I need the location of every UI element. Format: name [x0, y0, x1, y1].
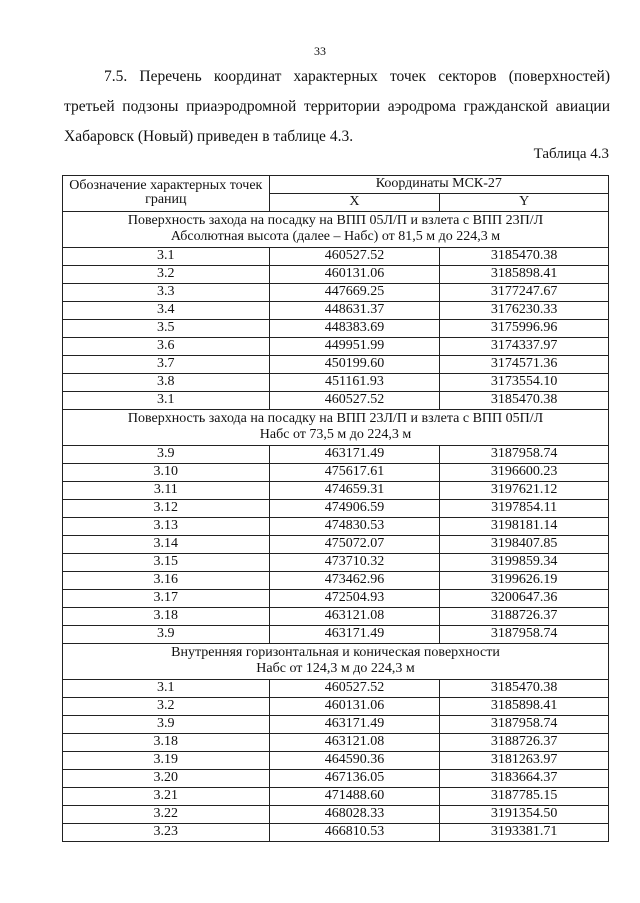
y-coordinate-cell: 3175996.96: [440, 320, 609, 338]
y-coordinate-cell: 3188726.37: [440, 608, 609, 626]
point-id-cell: 3.2: [63, 266, 270, 284]
table-row: [63, 626, 609, 644]
y-coordinate-cell: 3197621.12: [440, 482, 609, 500]
x-coordinate-cell: 474906.59: [269, 500, 440, 518]
x-coordinate-cell: 468028.33: [269, 806, 440, 824]
y-coordinate-cell: 3198181.14: [440, 518, 609, 536]
section-title: Поверхность захода на посадку на ВПП 23Л/П и взлета с ВПП 05П/Л: [127, 411, 544, 426]
section-header-row: [63, 212, 609, 248]
section-header: [63, 212, 609, 248]
x-coordinate-cell: 450199.60: [269, 356, 440, 374]
x-coordinate-cell: 449951.99: [269, 338, 440, 356]
x-coordinate-cell: 463171.49: [269, 446, 440, 464]
section-header: [63, 644, 609, 680]
table-body: [63, 212, 609, 842]
x-coordinate-cell: 474659.31: [269, 482, 440, 500]
y-coordinate-cell: 3185470.38: [440, 392, 609, 410]
y-coordinate-cell: 3197854.11: [440, 500, 609, 518]
point-id-cell: 3.23: [63, 824, 270, 842]
point-id-cell: 3.2: [63, 698, 270, 716]
point-id-cell: 3.7: [63, 356, 270, 374]
x-coordinate-cell: 447669.25: [269, 284, 440, 302]
point-id-cell: 3.8: [63, 374, 270, 392]
y-coordinate-cell: 3196600.23: [440, 464, 609, 482]
y-coordinate-cell: 3187958.74: [440, 446, 609, 464]
table-row: [63, 392, 609, 410]
point-id-cell: 3.11: [63, 482, 270, 500]
table-row: [63, 446, 609, 464]
y-coordinate-cell: 3188726.37: [440, 734, 609, 752]
point-id-cell: 3.5: [63, 320, 270, 338]
point-id-cell: 3.16: [63, 572, 270, 590]
y-coordinate-cell: 3183664.37: [440, 770, 609, 788]
x-coordinate-cell: 463121.08: [269, 734, 440, 752]
table-row: [63, 500, 609, 518]
table-row: [63, 680, 609, 698]
y-coordinate-cell: 3199859.34: [440, 554, 609, 572]
x-coordinate-cell: 475617.61: [269, 464, 440, 482]
section-header: [63, 410, 609, 446]
point-id-cell: 3.20: [63, 770, 270, 788]
point-id-cell: 3.18: [63, 734, 270, 752]
x-coordinate-cell: 460131.06: [269, 698, 440, 716]
table-row: [63, 482, 609, 500]
y-coordinate-cell: 3176230.33: [440, 302, 609, 320]
y-coordinate-cell: 3173554.10: [440, 374, 609, 392]
intro-text: 7.5. Перечень координат характерных точек секторов (поверхностей) третьей подзоны приаэродромной территории аэродрома гражданской авиации Хабаровск (Новый) приведен в таблице 4.3.: [64, 68, 610, 145]
x-coordinate-cell: 460527.52: [269, 248, 440, 266]
y-coordinate-cell: 3185898.41: [440, 698, 609, 716]
y-coordinate-cell: 3174337.97: [440, 338, 609, 356]
header-coords: Координаты МСК-27: [269, 176, 608, 194]
point-id-cell: 3.10: [63, 464, 270, 482]
y-coordinate-cell: 3198407.85: [440, 536, 609, 554]
table-row: [63, 464, 609, 482]
y-coordinate-cell: 3191354.50: [440, 806, 609, 824]
x-coordinate-cell: 473462.96: [269, 572, 440, 590]
x-coordinate-cell: 473710.32: [269, 554, 440, 572]
y-coordinate-cell: 3200647.36: [440, 590, 609, 608]
header-point: Обозначение характерных точек границ: [63, 176, 270, 212]
point-id-cell: 3.13: [63, 518, 270, 536]
y-coordinate-cell: 3199626.19: [440, 572, 609, 590]
point-id-cell: 3.1: [63, 392, 270, 410]
x-coordinate-cell: 464590.36: [269, 752, 440, 770]
point-id-cell: 3.18: [63, 608, 270, 626]
table-row: [63, 554, 609, 572]
y-coordinate-cell: 3193381.71: [440, 824, 609, 842]
x-coordinate-cell: 448631.37: [269, 302, 440, 320]
table-row: [63, 698, 609, 716]
table-row: [63, 338, 609, 356]
table-row: [63, 284, 609, 302]
x-coordinate-cell: 475072.07: [269, 536, 440, 554]
x-coordinate-cell: 463171.49: [269, 626, 440, 644]
table-caption: Таблица 4.3: [533, 146, 609, 162]
section-header-row: [63, 410, 609, 446]
point-id-cell: 3.1: [63, 248, 270, 266]
coordinates-table: [62, 175, 609, 842]
y-coordinate-cell: 3174571.36: [440, 356, 609, 374]
x-coordinate-cell: 472504.93: [269, 590, 440, 608]
x-coordinate-cell: 474830.53: [269, 518, 440, 536]
table-row: [63, 734, 609, 752]
y-coordinate-cell: 3187958.74: [440, 626, 609, 644]
header-x: X: [269, 194, 440, 212]
section-subtitle: Абсолютная высота (далее – Набс) от 81,5 м до 224,3 м: [170, 229, 501, 244]
point-id-cell: 3.9: [63, 626, 270, 644]
table-row: [63, 788, 609, 806]
table-row: [63, 374, 609, 392]
table-row: [63, 752, 609, 770]
table-row: [63, 248, 609, 266]
x-coordinate-cell: 460527.52: [269, 680, 440, 698]
point-id-cell: 3.19: [63, 752, 270, 770]
y-coordinate-cell: 3187958.74: [440, 716, 609, 734]
point-id-cell: 3.17: [63, 590, 270, 608]
point-id-cell: 3.12: [63, 500, 270, 518]
y-coordinate-cell: 3185470.38: [440, 248, 609, 266]
table-row: [63, 302, 609, 320]
table-row: [63, 536, 609, 554]
point-id-cell: 3.15: [63, 554, 270, 572]
table-row: [63, 356, 609, 374]
intro-paragraph: [64, 62, 610, 152]
x-coordinate-cell: 466810.53: [269, 824, 440, 842]
x-coordinate-cell: 448383.69: [269, 320, 440, 338]
y-coordinate-cell: 3185470.38: [440, 680, 609, 698]
x-coordinate-cell: 463121.08: [269, 608, 440, 626]
x-coordinate-cell: 451161.93: [269, 374, 440, 392]
x-coordinate-cell: 463171.49: [269, 716, 440, 734]
point-id-cell: 3.1: [63, 680, 270, 698]
table-row: [63, 608, 609, 626]
point-id-cell: 3.6: [63, 338, 270, 356]
table-row: [63, 590, 609, 608]
point-id-cell: 3.9: [63, 716, 270, 734]
table-row: [63, 266, 609, 284]
header-y: Y: [440, 194, 609, 212]
point-id-cell: 3.22: [63, 806, 270, 824]
table-row: [63, 716, 609, 734]
x-coordinate-cell: 460527.52: [269, 392, 440, 410]
x-coordinate-cell: 467136.05: [269, 770, 440, 788]
point-id-cell: 3.21: [63, 788, 270, 806]
table-row: [63, 770, 609, 788]
page-number: 33: [314, 44, 326, 58]
y-coordinate-cell: 3177247.67: [440, 284, 609, 302]
section-subtitle: Набс от 124,3 м до 224,3 м: [256, 661, 415, 676]
x-coordinate-cell: 460131.06: [269, 266, 440, 284]
point-id-cell: 3.3: [63, 284, 270, 302]
y-coordinate-cell: 3185898.41: [440, 266, 609, 284]
table-row: [63, 518, 609, 536]
y-coordinate-cell: 3181263.97: [440, 752, 609, 770]
section-title: Поверхность захода на посадку на ВПП 05Л/П и взлета с ВПП 23П/Л: [127, 213, 544, 228]
point-id-cell: 3.4: [63, 302, 270, 320]
table-row: [63, 824, 609, 842]
table-row: [63, 806, 609, 824]
table-row: [63, 572, 609, 590]
table-header-row: [63, 176, 609, 194]
y-coordinate-cell: 3187785.15: [440, 788, 609, 806]
point-id-cell: 3.14: [63, 536, 270, 554]
table-row: [63, 320, 609, 338]
section-title: Внутренняя горизонтальная и коническая поверхности: [171, 645, 500, 660]
section-subtitle: Набс от 73,5 м до 224,3 м: [259, 427, 412, 442]
x-coordinate-cell: 471488.60: [269, 788, 440, 806]
point-id-cell: 3.9: [63, 446, 270, 464]
section-header-row: [63, 644, 609, 680]
